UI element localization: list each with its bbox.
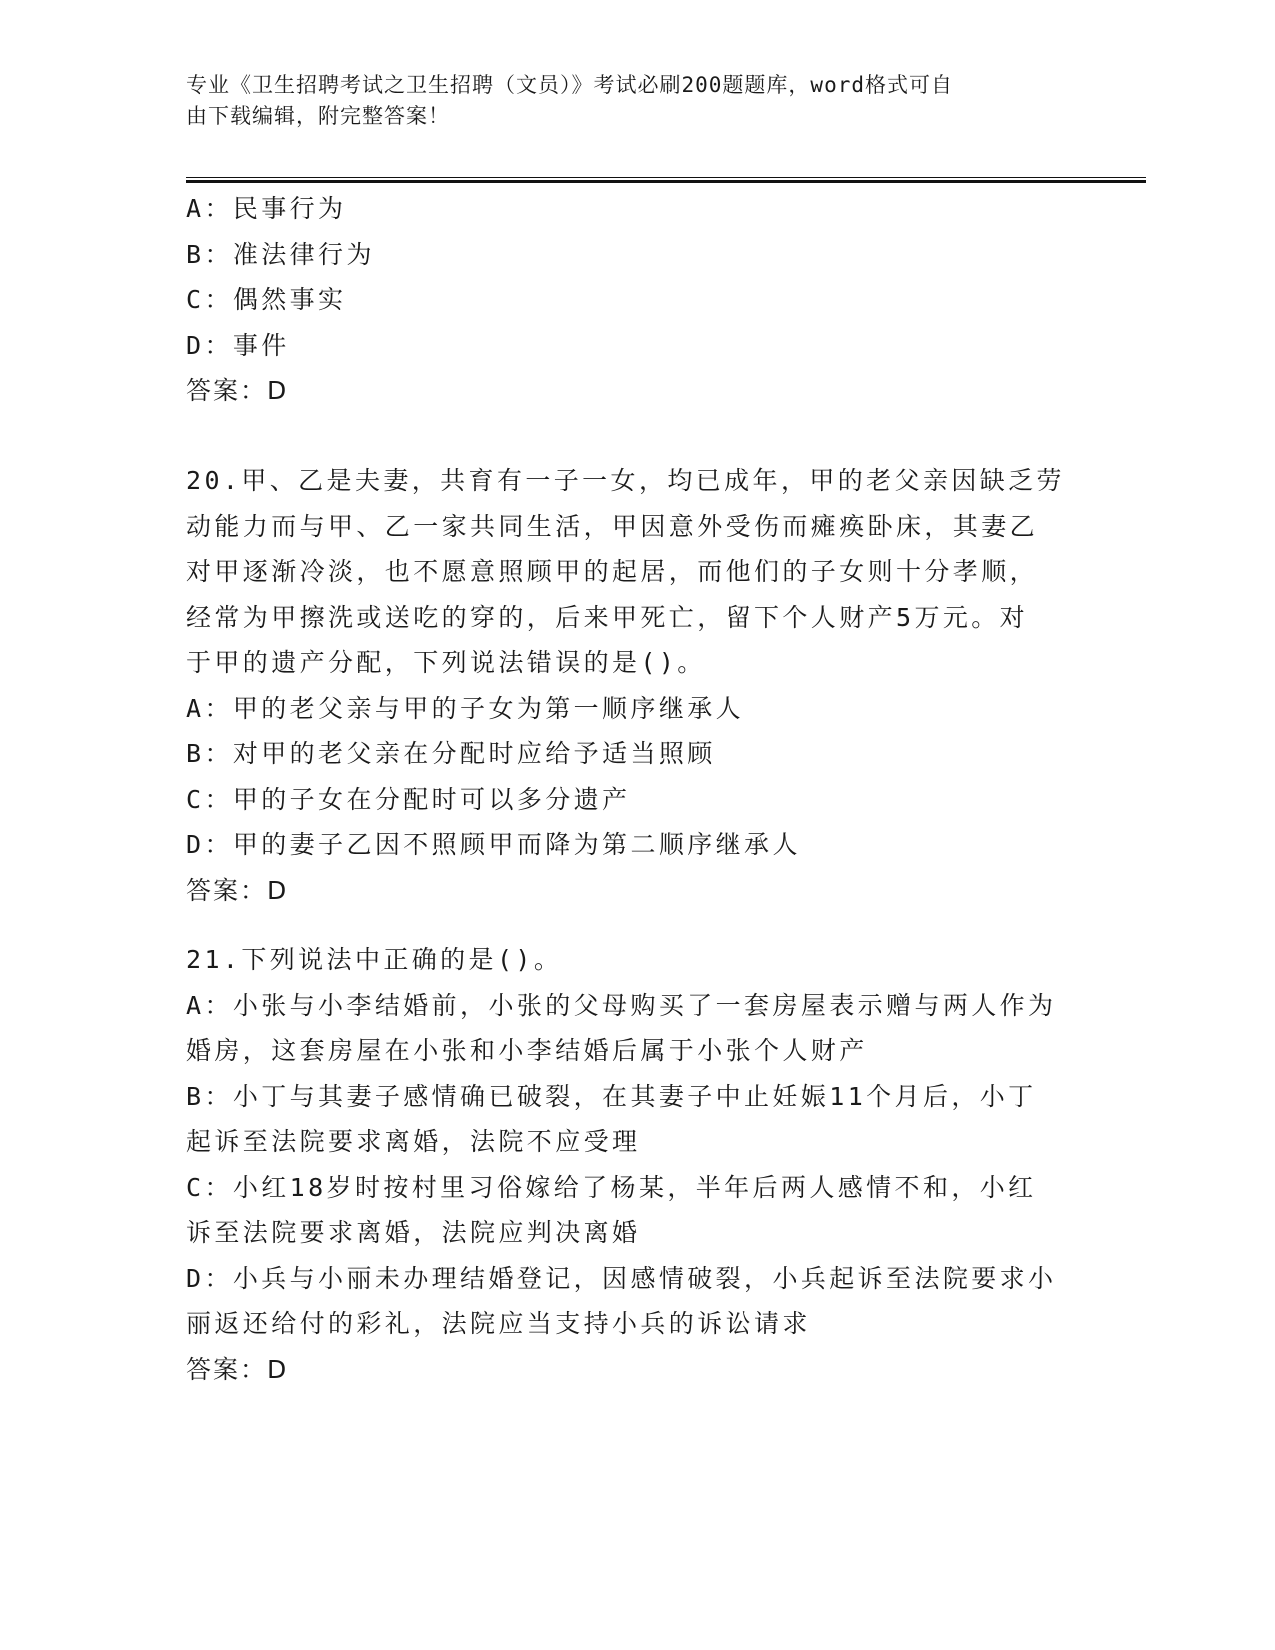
option-b-line: B：小丁与其妻子感情确已破裂，在其妻子中止妊娠11个月后，小丁: [186, 1081, 1037, 1111]
question-stem-line: 21.下列说法中正确的是()。: [186, 945, 563, 974]
option-c-line: C：小红18岁时按村里习俗嫁给了杨某，半年后两人感情不和，小红: [186, 1172, 1037, 1202]
option-a: A：民事行为: [186, 194, 347, 223]
question-21: [186, 937, 1066, 1392]
option-d: D：甲的妻子乙因不照顾甲而降为第二顺序继承人: [186, 830, 801, 859]
answer-21: 答案：D: [186, 1354, 289, 1384]
option-d-line: 丽返还给付的彩礼，法院应当支持小兵的诉讼请求: [186, 1309, 811, 1338]
question-20: [186, 458, 1066, 913]
header-line-1: 专业《卫生招聘考试之卫生招聘（文员）》考试必刷200题题库，word格式可自: [186, 73, 953, 97]
question-stem-line: 对甲逐渐冷淡，也不愿意照顾甲的起居，而他们的子女则十分孝顺，: [186, 557, 1039, 586]
option-a: A：甲的老父亲与甲的子女为第一顺序继承人: [186, 693, 745, 723]
option-b-line: 起诉至法院要求离婚，法院不应受理: [186, 1127, 641, 1156]
option-a-line: A：小张与小李结婚前，小张的父母购买了一套房屋表示赠与两人作为: [186, 990, 1057, 1020]
question-19-options: [186, 186, 1066, 414]
option-a-line: 婚房，这套房屋在小张和小李结婚后属于小张个人财产: [186, 1036, 868, 1065]
question-stem-line: 20.甲、乙是夫妻，共育有一子一女，均已成年，甲的老父亲因缺乏劳: [186, 466, 1065, 495]
header-line-2: 由下载编辑，附完整答案！: [186, 104, 450, 128]
document-header: [186, 70, 1066, 132]
answer-20: 答案：D: [186, 875, 289, 905]
option-c: C：甲的子女在分配时可以多分遗产: [186, 784, 631, 814]
option-d: D：事件: [186, 330, 290, 360]
option-d-line: D：小兵与小丽未办理结婚登记，因感情破裂，小兵起诉至法院要求小: [186, 1263, 1057, 1293]
question-stem-line: 经常为甲擦洗或送吃的穿的，后来甲死亡，留下个人财产5万元。对: [186, 602, 1029, 632]
option-b: B：对甲的老父亲在分配时应给予适当照顾: [186, 739, 716, 768]
option-c-line: 诉至法院要求离婚，法院应判决离婚: [186, 1218, 641, 1247]
answer-19: 答案：D: [186, 376, 289, 405]
header-divider-thick: [186, 180, 1146, 183]
option-b: B：准法律行为: [186, 239, 375, 269]
option-c: C：偶然事实: [186, 285, 347, 314]
question-stem-line: 于甲的遗产分配，下列说法错误的是()。: [186, 648, 706, 677]
header-divider-thin: [186, 177, 1146, 178]
question-stem-line: 动能力而与甲、乙一家共同生活，甲因意外受伤而瘫痪卧床，其妻乙: [186, 511, 1039, 541]
